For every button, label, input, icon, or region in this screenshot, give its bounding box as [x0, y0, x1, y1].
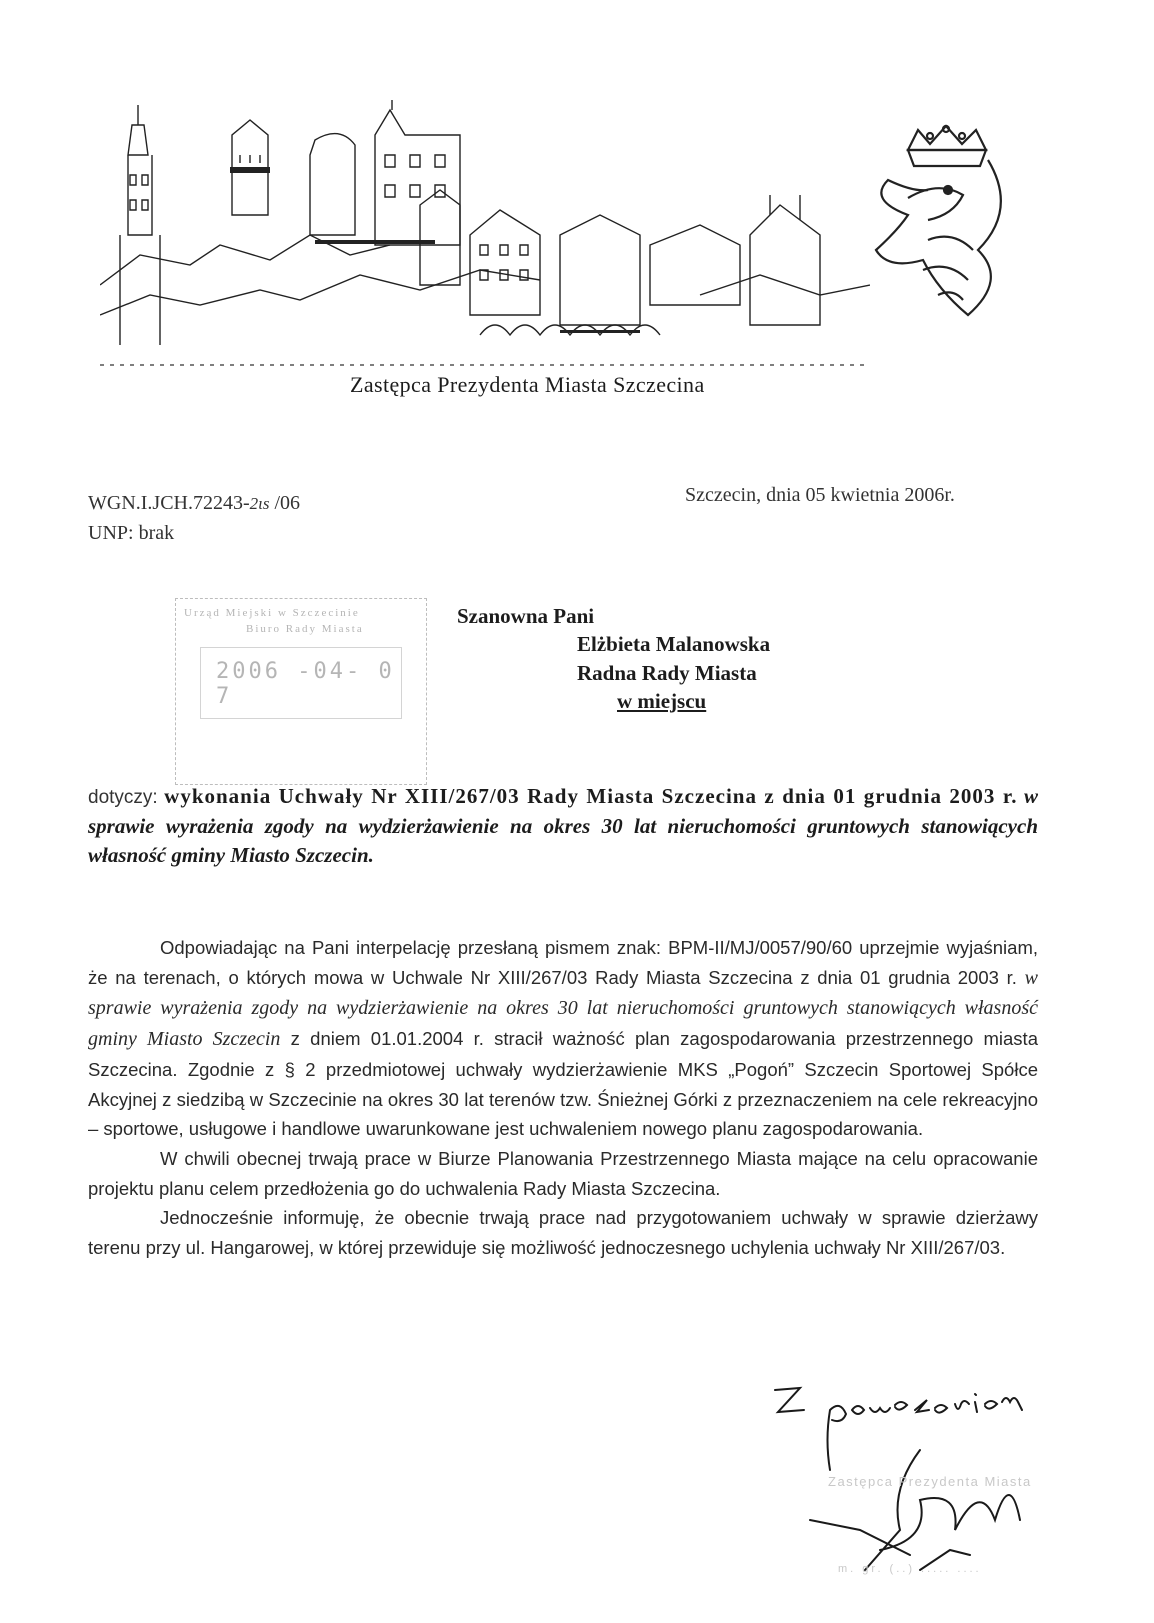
faint-stamp-text: Zastępca Prezydenta Miasta: [828, 1474, 1032, 1489]
registration-stamp: [175, 598, 427, 785]
paragraph-1: Odpowiadając na Pani interpelację przesłaną pismem znak: BPM-II/MJ/0057/90/60 uprzejmie wyjaśniam, że na terenach, o których mowa w Uchwale Nr XIII/267/03 Rady Miasta Szczecina z dnia 01 grudnia 2003 r. w sprawie wyrażenia zgody na wydzierżawienie na okres 30 lat nieruchomości gruntowych stanowiących własność gminy Miasto Szczecin z dniem 01.01.2004 r. stracił ważność plan zagospodarowania przestrzennego miasta Szczecina. Zgodnie z § 2 przedmiotowej uchwały wydzierżawienie MKS „Pogoń” Szczecin Sportowej Spółce Akcyjnej z siedzibą w Szczecinie na okres 30 lat terenów tzw. Śnieżnej Górki z przeznaczeniem na cele rekreacyjno – sportowe, usługowe i handlowe uwarunkowane jest uchwaleniem nowego planu zagospodarowania.: [88, 937, 1038, 1140]
reference-number: WGN.I.JCH.72243-2ɩs /06: [88, 492, 301, 514]
handwritten-reference: 2ɩs: [249, 494, 270, 513]
place-date: Szczecin, dnia 05 kwietnia 2006r.: [685, 484, 955, 506]
addressee-name: Elżbieta Malanowska: [577, 632, 771, 656]
unp-line: UNP: brak: [88, 522, 175, 544]
city-skyline-illustration: [100, 95, 870, 375]
salutation: Szanowna Pani: [457, 604, 595, 628]
subject-title: wykonania Uchwały Nr XIII/267/03 Rady Miasta Szczecina z dnia 01 grudnia 2003 r.: [164, 784, 1018, 808]
stamp-line-1: Urząd Miejski w Szczecinie: [184, 607, 360, 619]
stamp-line-2: Biuro Rady Miasta: [246, 623, 364, 635]
addressee-role: Radna Rady Miasta: [577, 661, 757, 685]
crowned-griffin-emblem: [868, 120, 1028, 325]
addressee-location: w miejscu: [617, 689, 707, 713]
subject-label: dotyczy:: [88, 787, 158, 808]
subject-italic: w sprawie wyrażenia zgody na wydzierżawienie na okres 30 lat nieruchomości gruntowych stanowiących własność gminy Miasto Szczecin.: [88, 784, 1038, 867]
paragraph-3: Jednocześnie informuję, że obecnie trwają prace nad przygotowaniem uchwały w sprawie dzierżawy terenu przy ul. Hangarowej, w której przewiduje się możliwość jednoczesnego uchylenia uchwały Nr XIII/267/03.: [88, 1207, 1038, 1259]
letter-body: [88, 933, 1038, 1263]
subject-block: [88, 782, 1038, 870]
office-title: Zastępca Prezydenta Miasta Szczecina: [350, 372, 705, 397]
paragraph-2: W chwili obecnej trwają prace w Biurze Planowania Przestrzennego Miasta mające na celu opracowanie projektu planu celem przedłożenia go do uchwalenia Rady Miasta Szczecina.: [88, 1147, 1038, 1199]
faint-bottom-text: m. gr. (..) ..... ....: [838, 1563, 982, 1575]
stamp-date: 2006 -04- 0 7: [216, 659, 395, 709]
